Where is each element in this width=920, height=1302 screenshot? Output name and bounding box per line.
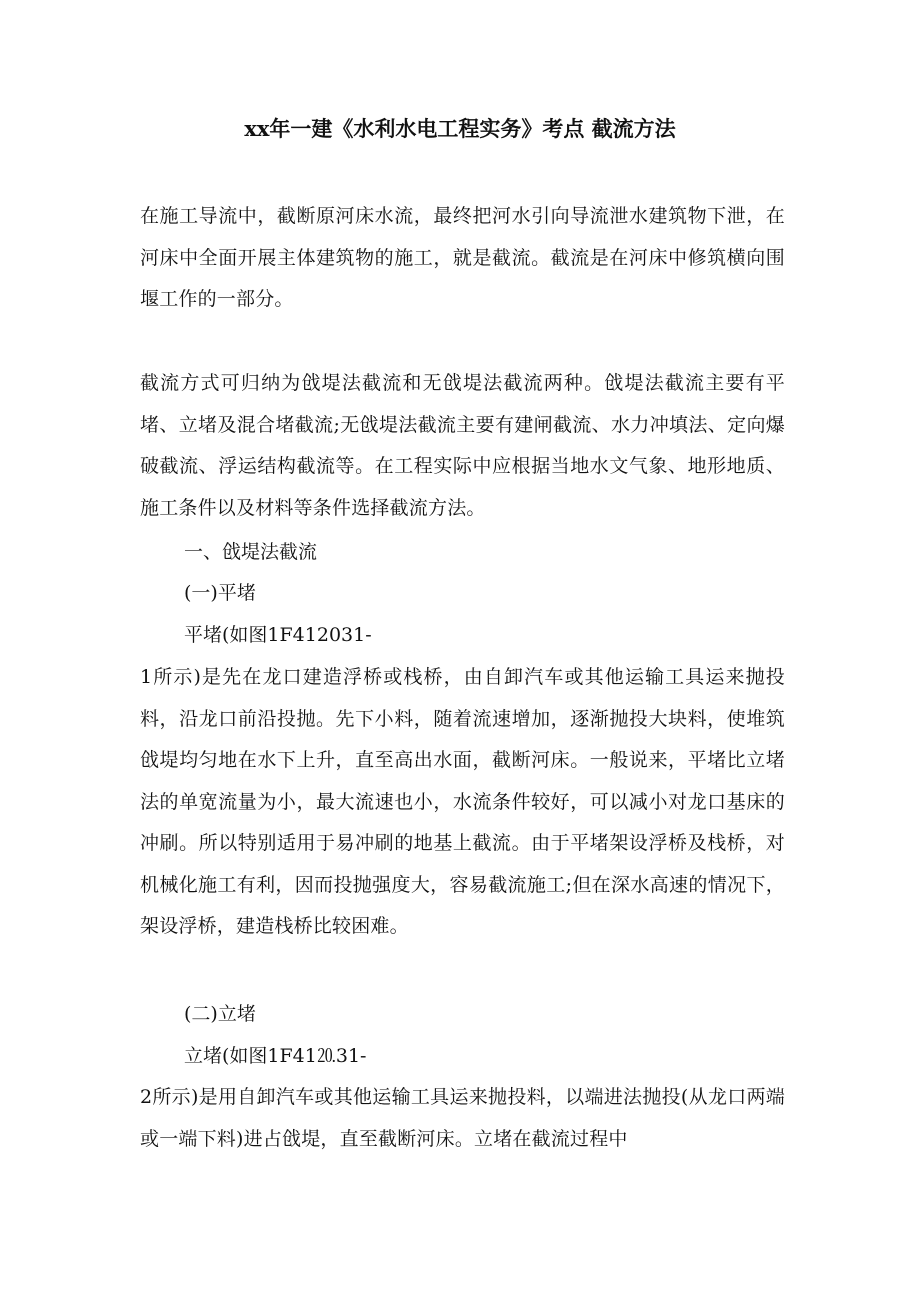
subsection-heading-2: (二)立堵 (184, 1003, 256, 1025)
paragraph-methods: 截流方式可归纳为戗堤法截流和无戗堤法截流两种。戗堤法截流主要有平堵、立堵及混合堵截流;无戗堤法截流主要有建闸截流、水力冲填法、定向爆破截流、浮运结构截流等。在工程实际中应根据当地水文气象、地形地质、施工条件以及材料等条件选择截流方法。 (140, 372, 785, 519)
subsection-1-lead-line: 平堵(如图1F412031- (184, 624, 372, 646)
subsection-heading-1: (一)平堵 (184, 582, 256, 604)
subsection-2-lead-line: 立堵(如图1F41⒛31- (184, 1045, 367, 1067)
document-title: xx年一建《水利水电工程实务》考点 截流方法 (244, 116, 676, 141)
paragraph-intro: 在施工导流中，截断原河床水流，最终把河水引向导流泄水建筑物下泄，在河床中全面开展主体建筑物的施工，就是截流。截流是在河床中修筑横向围堰工作的一部分。 (140, 205, 785, 310)
subsection-1-body: 1所示)是先在龙口建造浮桥或栈桥，由自卸汽车或其他运输工具运来抛投料，沿龙口前沿投抛。先下小料，随着流速增加，逐渐抛投大块料，使堆筑戗堤均匀地在水下上升，直至高出水面，截断河床。一般说来，平堵比立堵法的单宽流量为小，最大流速也小，水流条件较好，可以减小对龙口基床的冲刷。所以特别适用于易冲刷的地基上截流。由于平堵架设浮桥及栈桥，对机械化施工有利，因而投抛强度大，容易截流施工;但在深水高速的情况下，架设浮桥，建造栈桥比较困难。 (140, 666, 785, 937)
section-heading-1: 一、戗堤法截流 (184, 541, 318, 563)
subsection-2-body: 2所示)是用自卸汽车或其他运输工具运来抛投料，以端进法抛投(从龙口两端或一端下料)进占戗堤，直至截断河床。立堵在截流过程中 (140, 1086, 785, 1150)
